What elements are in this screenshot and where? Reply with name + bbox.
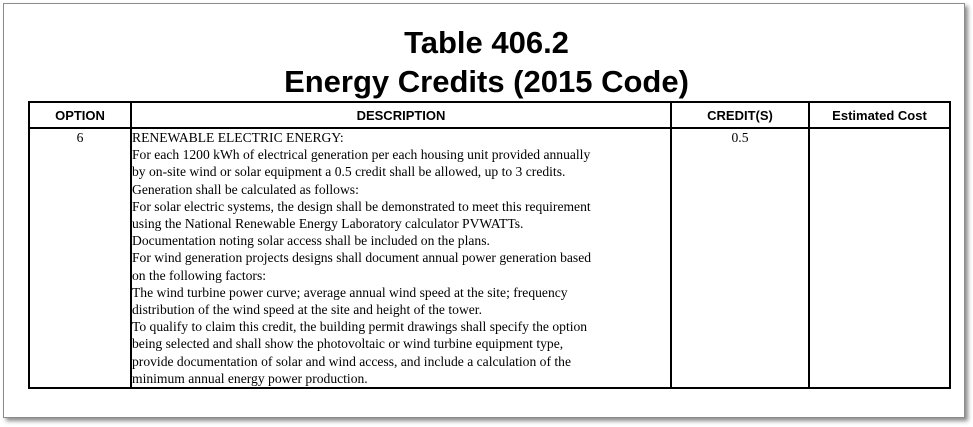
description-line: To qualify to claim this credit, the building permit drawings shall specify the option [132, 319, 588, 335]
description-line: being selected and shall show the photovoltaic or wind turbine equipment type, [132, 336, 564, 352]
description-cell [131, 128, 671, 388]
description-line: on the following factors: [132, 267, 267, 283]
description-line: For solar electric systems, the design shall be demonstrated to meet this requirement [132, 198, 591, 214]
table-row [29, 128, 950, 388]
credits-cell: 0.5 [671, 128, 809, 388]
header-option: OPTION [29, 102, 131, 128]
description-line: using the National Renewable Energy Laboratory calculator PVWATTs. [132, 216, 524, 232]
estimated-cost-cell [809, 128, 950, 388]
header-credits: CREDIT(S) [671, 102, 809, 128]
table-title: Table 406.2 [404, 25, 569, 60]
table-subtitle: Energy Credits (2015 Code) [284, 64, 689, 99]
energy-credits-table [28, 101, 951, 389]
description-line: Documentation noting solar access shall be included on the plans. [132, 233, 490, 249]
description-line: For each 1200 kWh of electrical generation per each housing unit provided annually [132, 147, 591, 163]
description-line: For wind generation projects designs shall document annual power generation based [132, 250, 592, 266]
description-line: The wind turbine power curve; average annual wind speed at the site; frequency [132, 284, 568, 300]
description-line: RENEWABLE ELECTRIC ENERGY: [132, 130, 344, 145]
description-line: distribution of the wind speed at the site and height of the tower. [132, 302, 482, 318]
option-cell: 6 [29, 128, 131, 388]
description-line: Generation shall be calculated as follows: [132, 181, 359, 197]
header-row [29, 102, 950, 128]
description-line: by on-site wind or solar equipment a 0.5 credit shall be allowed, up to 3 credits. [132, 164, 566, 180]
description-line: minimum annual energy power production. [132, 370, 368, 386]
description-line: provide documentation of solar and wind access, and include a calculation of the [132, 353, 572, 369]
header-description: DESCRIPTION [131, 102, 671, 128]
header-estimated-cost: Estimated Cost [809, 102, 950, 128]
